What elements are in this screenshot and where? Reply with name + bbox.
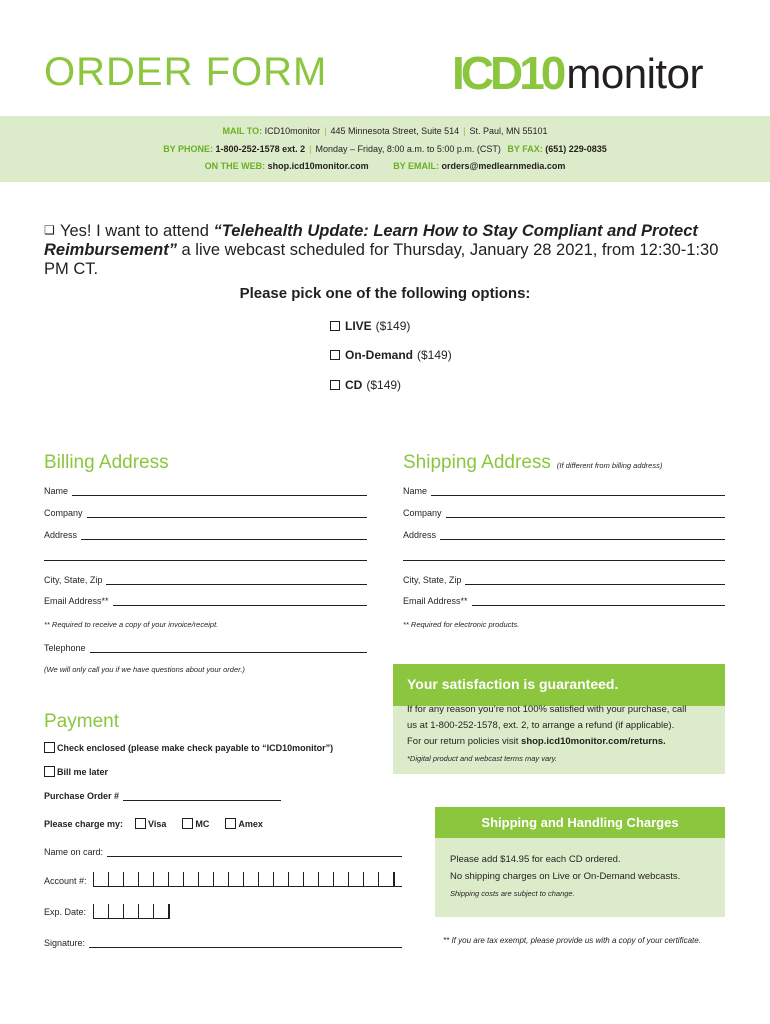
charge-row: Please charge my: Visa MC Amex xyxy=(44,818,263,829)
billing-email-note: ** Required to receive a copy of your invoice/receipt. xyxy=(44,620,219,629)
icd10monitor-logo xyxy=(452,47,703,99)
telephone-note: (We will only call you if we have questions about your order.) xyxy=(44,665,245,674)
contact-band xyxy=(0,116,770,182)
shipping-charges-body: Please add $14.95 for each CD ordered. No shipping charges on Live or On-Demand webcasts. Shipping costs are subject to change. xyxy=(450,854,681,898)
billing-title: Billing Address xyxy=(44,452,169,473)
satisfaction-title: Your satisfaction is guaranteed. xyxy=(407,676,619,692)
mc-checkbox-icon[interactable] xyxy=(182,818,193,829)
option-cd[interactable]: CD ($149) xyxy=(330,378,401,392)
satisfaction-body: If for any reason you’re not 100% satisfied with your purchase, call us at 1-800-252-1578, ext. 2, to arrange a refund (if applicable). For our return policies visit shop.icd10monitor.com/returns. *Digital product and webcast terms may vary. xyxy=(407,704,687,763)
shipping-title: Shipping Address (If different from billing address) xyxy=(403,452,663,473)
check-enclosed-option[interactable]: Check enclosed (please make check payable to “ICD10monitor”) xyxy=(44,742,333,753)
billing-address-line2[interactable] xyxy=(44,560,367,561)
mail-line: MAIL TO: ICD10monitor | 445 Minnesota Street, Suite 514 | St. Paul, MN 55101 xyxy=(222,126,548,136)
checkbox-icon[interactable] xyxy=(330,321,340,331)
visa-checkbox-icon[interactable] xyxy=(135,818,146,829)
shipping-name-field[interactable]: Name xyxy=(403,484,725,496)
satisfaction-box xyxy=(393,664,725,774)
shipping-email-field[interactable]: Email Address** xyxy=(403,594,725,606)
billing-address-field[interactable]: Address xyxy=(44,528,367,540)
shipping-company-field[interactable]: Company xyxy=(403,506,725,518)
attend-checkbox[interactable]: ❑ xyxy=(44,223,55,237)
option-live[interactable]: LIVE ($149) xyxy=(330,319,410,333)
payment-title: Payment xyxy=(44,711,119,732)
billing-email-field[interactable]: Email Address** xyxy=(44,594,367,606)
signature-field[interactable]: Signature: xyxy=(44,936,402,948)
account-number-boxes[interactable] xyxy=(93,872,402,887)
returns-link[interactable]: shop.icd10monitor.com/returns. xyxy=(521,736,666,747)
billing-name-field[interactable]: Name xyxy=(44,484,367,496)
amex-checkbox-icon[interactable] xyxy=(225,818,236,829)
shipping-address-line2[interactable] xyxy=(403,560,725,561)
checkbox-icon[interactable] xyxy=(44,766,55,777)
billing-company-field[interactable]: Company xyxy=(44,506,367,518)
name-on-card-field[interactable]: Name on card: xyxy=(44,845,402,857)
logo-monitor: monitor xyxy=(566,50,703,97)
web-line: ON THE WEB: shop.icd10monitor.com BY EMAIL: orders@medlearnmedia.com xyxy=(204,161,566,171)
exp-date-boxes[interactable] xyxy=(93,904,170,919)
billing-city-field[interactable]: City, State, Zip xyxy=(44,573,367,585)
checkbox-icon[interactable] xyxy=(330,350,340,360)
option-on-demand[interactable]: On-Demand ($149) xyxy=(330,348,452,362)
shipping-email-note: ** Required for electronic products. xyxy=(403,620,520,629)
exp-date-label: Exp. Date: xyxy=(44,907,87,917)
checkbox-icon[interactable] xyxy=(330,380,340,390)
page-title: ORDER FORM xyxy=(44,50,328,94)
tax-exempt-note: ** If you are tax exempt, please provide us with a copy of your certificate. xyxy=(443,936,701,945)
bill-me-later-option[interactable]: Bill me later xyxy=(44,766,108,777)
attend-statement: ❑ Yes! I want to attend “Telehealth Update: Learn How to Stay Compliant and Protect Reimbursement” a live webcast scheduled for Thursday, January 28 2021, from 12:30-1:30 PM CT. xyxy=(44,222,719,278)
purchase-order-field[interactable]: Purchase Order # xyxy=(44,790,281,801)
logo-icd: ICD10 xyxy=(452,47,563,99)
phone-line: BY PHONE: 1-800-252-1578 ext. 2 | Monday – Friday, 8:00 a.m. to 5:00 p.m. (CST) BY FAX: (651) 229-0835 xyxy=(163,144,607,154)
shipping-subtitle: (If different from billing address) xyxy=(556,461,663,470)
event-title: “Telehealth Update: Learn How to Stay Compliant and Protect Reimbursement” xyxy=(44,222,698,259)
shipping-city-field[interactable]: City, State, Zip xyxy=(403,573,725,585)
account-label: Account #: xyxy=(44,876,87,886)
checkbox-icon[interactable] xyxy=(44,742,55,753)
telephone-field[interactable]: Telephone xyxy=(44,641,367,653)
shipping-charges-box xyxy=(435,807,725,917)
shipping-charges-title: Shipping and Handling Charges xyxy=(435,807,725,838)
options-heading: Please pick one of the following options: xyxy=(239,285,531,302)
shipping-address-field[interactable]: Address xyxy=(403,528,725,540)
